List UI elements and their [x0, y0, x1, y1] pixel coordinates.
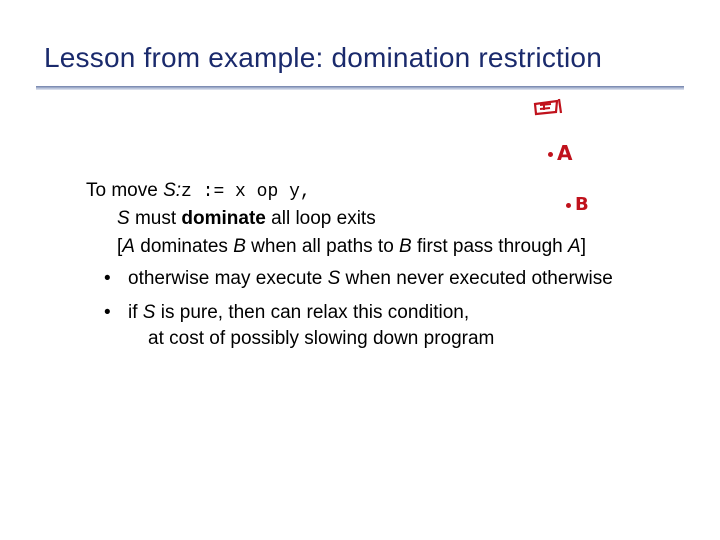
code-snippet: z := x op y, [181, 182, 311, 202]
handwritten-cfg-icon [532, 95, 572, 121]
title-divider [36, 86, 684, 90]
body-line-1: To move S:z := x op y, [86, 180, 311, 202]
bullet-item-2-continuation: at cost of possibly slowing down program [148, 328, 495, 349]
bullet-item-1: • otherwise may execute S when never executed otherwise [104, 268, 613, 289]
node-a-dot [548, 152, 553, 157]
slide-title: Lesson from example: domination restriction [44, 42, 602, 73]
body-line-3: [A dominates B when all paths to B first pass through A] [117, 236, 586, 257]
node-b-dot [566, 203, 571, 208]
body-line-2: S must dominate all loop exits [117, 208, 376, 229]
annotation-node-a: A [548, 141, 572, 165]
bullet-marker: • [104, 268, 111, 289]
annotation-node-b: B [566, 194, 589, 215]
bullet-item-2: • if S is pure, then can relax this condition, [104, 302, 470, 323]
bullet-marker: • [104, 302, 111, 323]
